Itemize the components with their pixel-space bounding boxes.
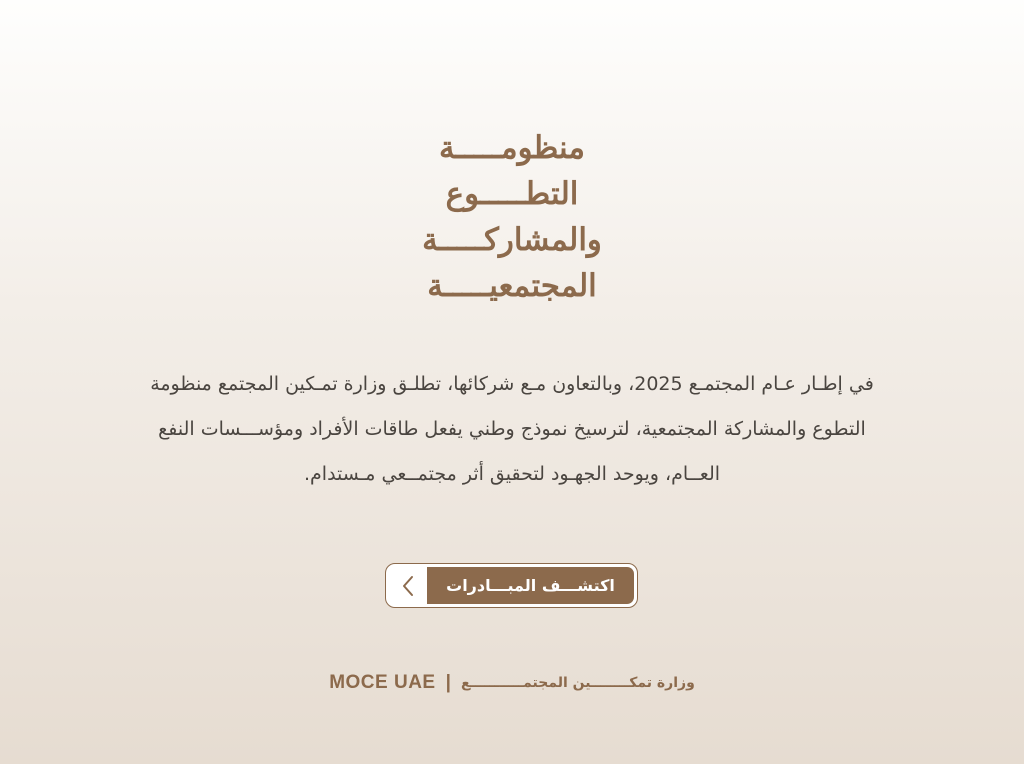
cta-label: اكتشـــف المبـــادرات — [446, 576, 615, 595]
footer-ministry-name: وزارة تمكــــــــين المجتمـــــــــــع — [460, 675, 695, 691]
intro-paragraph — [150, 362, 874, 497]
intro-line: العــام، ويوحد الجهـود لتحقيق أثر مجتمــعي مـستدام. — [303, 463, 721, 485]
title-line: والمشاركـــــة — [422, 221, 602, 258]
footer — [0, 672, 1024, 694]
chevron-left-icon — [400, 575, 416, 597]
cta-icon-box[interactable] — [389, 567, 427, 604]
cta-label-box[interactable] — [427, 567, 634, 604]
page-title — [0, 125, 1024, 309]
title-line: المجتمعيـــــة — [427, 267, 597, 304]
intro-line: التطوع والمشاركة المجتمعية، لترسيخ نموذج وطني يفعل طاقات الأفراد ومؤســـسات النفع — [158, 418, 866, 440]
explore-initiatives-button[interactable] — [385, 563, 638, 608]
title-line: التطـــــوع — [445, 175, 579, 212]
intro-line: في إطـار عـام المجتمـع 2025، وبالتعاون مـع شركائها، تطلـق وزارة تمـكين المجتمع منظومة — [150, 373, 874, 395]
footer-divider: | — [445, 672, 451, 693]
title-line: منظومـــــة — [438, 129, 586, 166]
footer-brand: MOCE UAE — [329, 672, 436, 693]
